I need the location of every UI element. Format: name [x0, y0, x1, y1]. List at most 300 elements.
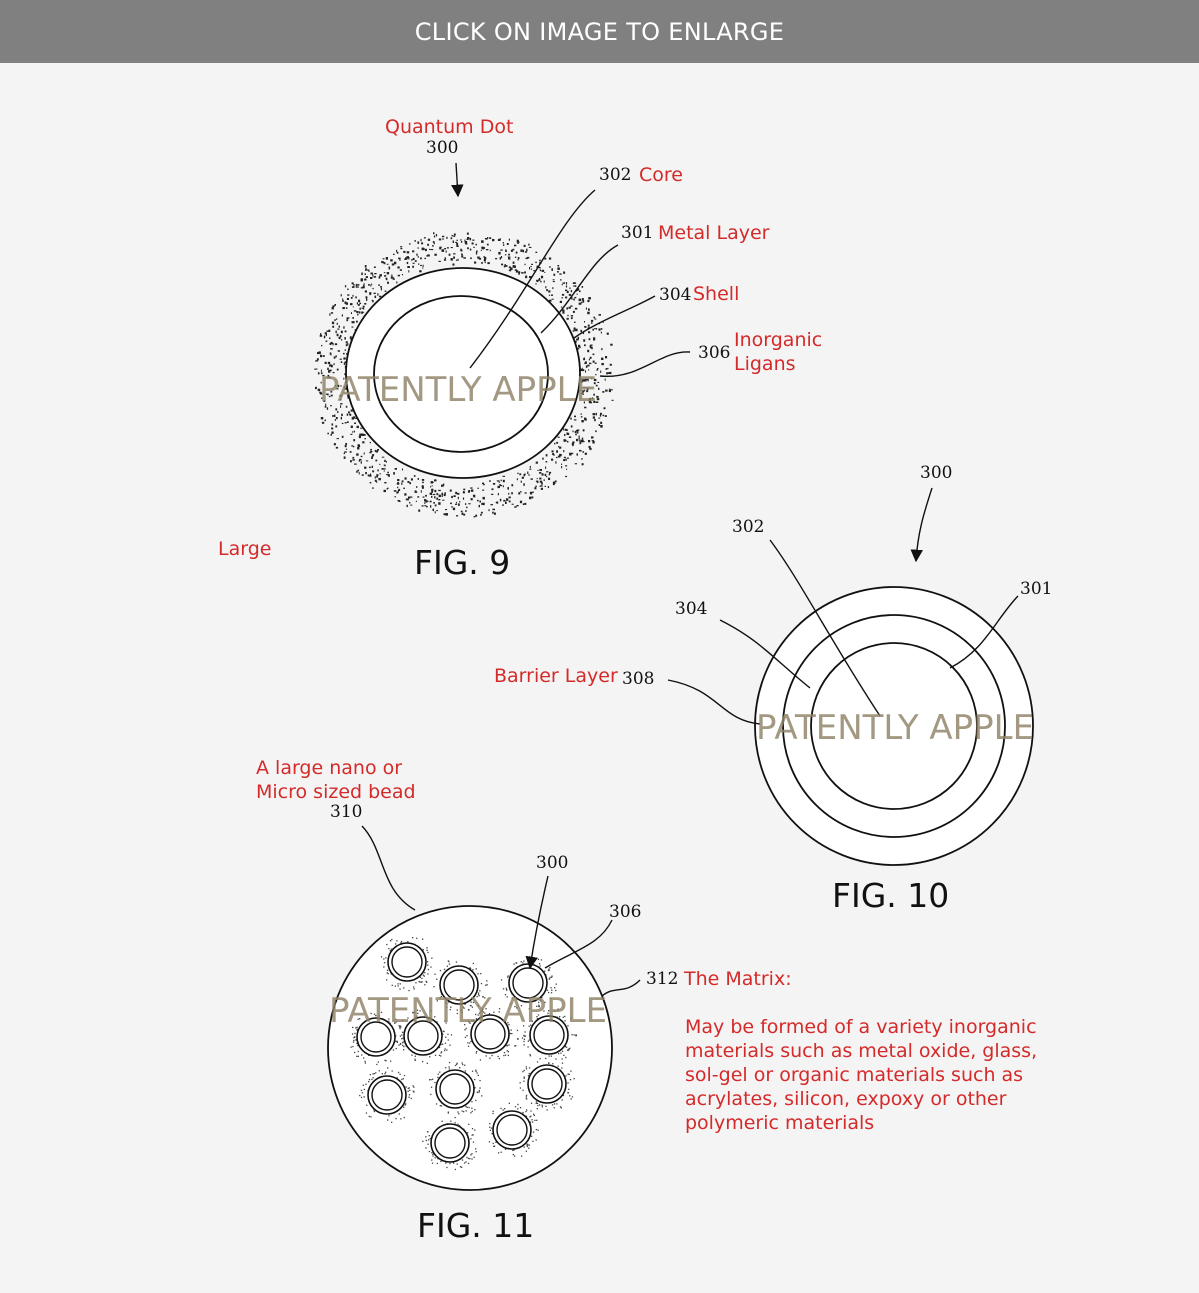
halo-dot	[455, 1122, 456, 1123]
ligand-dot	[581, 420, 583, 422]
ligand-dot	[410, 505, 412, 506]
halo-dot	[439, 1055, 440, 1056]
ligand-dot	[569, 307, 571, 309]
ligand-dot	[505, 254, 506, 255]
ligand-dot	[576, 329, 578, 332]
ligand-dot	[498, 493, 499, 495]
ligand-dot	[380, 286, 382, 288]
halo-dot	[474, 1129, 475, 1130]
ligand-dot	[480, 514, 482, 516]
ligand-dot	[499, 484, 500, 485]
halo-dot	[465, 1161, 466, 1162]
halo-dot	[490, 1130, 491, 1131]
halo-dot	[442, 1044, 443, 1045]
ligand-dot	[420, 257, 422, 259]
fig11-bead-label-1: A large nano or	[256, 757, 403, 779]
halo-dot	[526, 1109, 527, 1110]
ligand-dot	[365, 290, 367, 292]
halo-dot	[448, 1112, 449, 1113]
ligand-dot	[507, 243, 509, 245]
halo-dot	[409, 1087, 410, 1088]
halo-dot	[429, 1151, 430, 1152]
halo-dot	[361, 1054, 362, 1055]
ligand-dot	[432, 245, 434, 247]
ligand-dot	[463, 491, 465, 493]
ligand-dot	[601, 358, 603, 360]
ligand-dot	[353, 439, 355, 441]
fig11-leader-312	[602, 980, 640, 996]
ligand-dot	[562, 309, 564, 311]
ligand-dot	[573, 299, 575, 301]
ligand-dot	[600, 413, 602, 415]
ligand-dot	[587, 300, 589, 302]
ligand-dot	[586, 365, 588, 367]
ligand-dot	[553, 279, 555, 280]
halo-dot	[558, 1066, 559, 1067]
ligand-dot	[465, 510, 467, 512]
ligand-dot	[366, 276, 368, 278]
ligand-dot	[335, 343, 337, 345]
ligand-dot	[393, 472, 395, 475]
ligand-dot	[540, 485, 543, 486]
ligand-dot	[593, 337, 595, 339]
ligand-dot	[329, 313, 330, 315]
halo-dot	[492, 1113, 493, 1114]
halo-dot	[565, 1075, 566, 1076]
ligand-dot	[503, 244, 504, 246]
ligand-dot	[536, 462, 538, 464]
halo-dot	[354, 1052, 355, 1053]
halo-dot	[403, 1107, 404, 1108]
ligand-dot	[354, 310, 356, 311]
halo-dot	[527, 1046, 528, 1047]
ligand-dot	[467, 247, 469, 249]
halo-dot	[533, 1114, 534, 1115]
ligand-dot	[449, 254, 451, 256]
halo-dot	[365, 1084, 366, 1085]
ligand-dot	[433, 241, 435, 243]
halo-dot	[467, 1107, 468, 1108]
halo-dot	[441, 1105, 442, 1106]
halo-dot	[427, 973, 428, 974]
ligand-dot	[607, 333, 609, 335]
ligand-dot	[564, 440, 567, 441]
ligand-dot	[444, 513, 446, 515]
halo-dot	[505, 1149, 506, 1150]
ligand-dot	[445, 509, 447, 510]
ligand-dot	[561, 307, 562, 308]
ligand-dot	[506, 250, 507, 252]
ligand-dot	[358, 304, 360, 306]
ligand-dot	[494, 513, 496, 515]
ligand-dot	[593, 361, 595, 363]
halo-dot	[437, 1163, 438, 1164]
ligand-dot	[548, 486, 549, 488]
fig9-caption: FIG. 9	[414, 543, 511, 582]
ligand-dot	[417, 496, 419, 497]
ligand-dot	[565, 429, 567, 431]
ligand-dot	[461, 511, 463, 512]
halo-dot	[498, 1152, 499, 1153]
ligand-dot	[421, 239, 422, 242]
ligand-dot	[336, 318, 337, 320]
ligand-dot	[390, 259, 393, 261]
ligand-dot	[582, 298, 584, 300]
ligand-dot	[393, 254, 395, 255]
ligand-dot	[577, 453, 579, 455]
fig11-caption: FIG. 11	[417, 1206, 535, 1245]
halo-dot	[395, 1118, 396, 1119]
halo-dot	[536, 1129, 537, 1130]
ligand-dot	[515, 257, 516, 258]
ligand-dot	[326, 331, 328, 332]
ligand-dot	[539, 278, 540, 281]
ligand-dot	[572, 431, 573, 433]
ligand-dot	[364, 434, 366, 436]
ligand-dot	[356, 471, 358, 473]
halo-dot	[444, 1050, 445, 1051]
ligand-dot	[453, 495, 455, 497]
ligand-dot	[599, 424, 601, 426]
halo-dot	[486, 980, 487, 981]
ligand-dot	[479, 505, 480, 507]
ligand-dot	[539, 267, 541, 268]
ligand-dot	[565, 476, 567, 477]
halo-dot	[421, 978, 422, 979]
ligand-dot	[472, 242, 474, 244]
halo-dot	[540, 965, 541, 966]
halo-dot	[499, 1058, 500, 1059]
ligand-dot	[498, 239, 501, 241]
halo-dot	[506, 1045, 507, 1046]
ligand-dot	[600, 371, 601, 374]
ligand-dot	[418, 510, 420, 512]
ligand-dot	[340, 335, 342, 337]
halo-dot	[468, 1124, 469, 1125]
halo-dot	[427, 1131, 428, 1132]
ligand-dot	[368, 475, 370, 477]
halo-dot	[400, 1036, 401, 1037]
ligand-dot	[374, 293, 376, 294]
fig10-ref-301: 301	[1020, 579, 1053, 599]
ligand-dot	[542, 458, 543, 460]
halo-dot	[558, 1053, 559, 1054]
ligand-dot	[433, 232, 435, 234]
halo-dot	[363, 1085, 364, 1086]
ligand-dot	[577, 294, 578, 295]
halo-dot	[524, 1076, 525, 1077]
ligand-dot	[584, 321, 585, 323]
ligand-dot	[502, 504, 504, 506]
ligand-dot	[332, 326, 334, 328]
ligand-dot	[371, 456, 373, 459]
halo-dot	[422, 1141, 423, 1142]
halo-dot	[514, 1155, 515, 1156]
ligand-dot	[395, 496, 396, 497]
ligand-dot	[404, 493, 406, 495]
ligand-dot	[574, 322, 576, 323]
ligand-dot	[579, 291, 581, 293]
ligand-dot	[370, 442, 371, 443]
ligand-dot	[509, 239, 510, 241]
halo-dot	[449, 1045, 450, 1046]
ligand-dot	[387, 472, 389, 474]
halo-dot	[431, 1159, 432, 1160]
ligand-dot	[344, 456, 346, 459]
ligand-dot	[544, 479, 545, 481]
ligand-dot	[583, 451, 585, 453]
ligand-dot	[516, 270, 518, 272]
ligand-dot	[586, 308, 587, 310]
ligand-dot	[386, 474, 388, 475]
ligand-dot	[379, 296, 381, 298]
halo-dot	[508, 1044, 509, 1045]
ligand-dot	[456, 502, 457, 503]
ligand-dot	[338, 350, 340, 352]
ligand-dot	[359, 303, 361, 304]
ligand-dot	[545, 486, 547, 487]
ligand-dot	[331, 434, 332, 436]
halo-dot	[560, 1106, 561, 1107]
halo-dot	[445, 1043, 446, 1044]
ligand-dot	[451, 237, 453, 239]
halo-dot	[428, 1139, 429, 1140]
halo-dot	[479, 1090, 480, 1091]
ligand-dot	[352, 295, 353, 297]
ligand-dot	[384, 470, 385, 471]
ligand-dot	[560, 279, 562, 280]
ligand-dot	[371, 273, 373, 275]
ligand-dot	[463, 498, 464, 500]
halo-dot	[450, 1121, 451, 1122]
ligand-dot	[380, 473, 381, 474]
ligand-dot	[536, 481, 538, 482]
halo-dot	[537, 1108, 538, 1109]
ligand-dot	[375, 476, 376, 478]
ligand-dot	[358, 300, 360, 302]
ligand-dot	[596, 328, 597, 330]
halo-dot	[529, 956, 530, 957]
ligand-dot	[525, 264, 526, 265]
halo-dot	[545, 1058, 546, 1059]
halo-dot	[404, 1075, 405, 1076]
ligand-dot	[446, 237, 447, 239]
ligand-dot	[325, 362, 327, 364]
halo-dot	[563, 1055, 564, 1056]
ligand-dot	[476, 244, 478, 246]
quantum-dot-ring	[435, 1128, 465, 1158]
halo-dot	[399, 1074, 400, 1075]
ligand-dot	[384, 272, 386, 273]
halo-dot	[526, 1068, 527, 1069]
halo-dot	[449, 1062, 450, 1063]
halo-dot	[489, 1127, 490, 1128]
ligand-dot	[537, 478, 538, 479]
ligand-dot	[384, 460, 386, 462]
halo-dot	[435, 1157, 436, 1158]
ligand-dot	[579, 436, 580, 438]
ligand-dot	[530, 466, 531, 468]
ligand-dot	[552, 450, 554, 452]
ligand-dot	[491, 494, 493, 495]
halo-dot	[476, 1151, 477, 1152]
ligand-dot	[425, 249, 427, 251]
halo-dot	[361, 1090, 362, 1091]
ligand-dot	[447, 247, 449, 248]
halo-dot	[491, 1055, 492, 1056]
ligand-dot	[525, 473, 526, 475]
ligand-dot	[600, 425, 603, 428]
ligand-dot	[575, 285, 576, 287]
ligand-dot	[328, 362, 330, 364]
ligand-dot	[365, 278, 367, 279]
ligand-dot	[575, 431, 577, 433]
fig11-ref-300: 300	[536, 853, 569, 873]
halo-dot	[447, 966, 448, 967]
ligand-dot	[558, 437, 560, 438]
ligand-dot	[332, 307, 334, 310]
ligand-dot	[421, 490, 422, 493]
ligand-dot	[498, 252, 500, 255]
ligand-dot	[365, 265, 367, 268]
halo-dot	[477, 1072, 478, 1073]
ligand-dot	[565, 465, 567, 466]
ligand-dot	[341, 339, 342, 341]
ligand-dot	[344, 337, 346, 340]
enlarge-banner[interactable]: CLICK ON IMAGE TO ENLARGE	[0, 0, 1199, 63]
halo-dot	[447, 1034, 448, 1035]
ligand-dot	[424, 505, 426, 506]
ligand-dot	[423, 497, 425, 498]
ligand-dot	[415, 490, 417, 492]
fig9-arrow-300	[456, 163, 458, 196]
halo-dot	[392, 985, 393, 986]
ligand-dot	[408, 497, 410, 499]
ligand-dot	[477, 488, 478, 489]
ligand-dot	[564, 434, 565, 436]
halo-dot	[503, 988, 504, 989]
ligand-dot	[567, 441, 568, 443]
ligand-dot	[556, 450, 558, 452]
halo-dot	[431, 958, 432, 959]
ligand-dot	[451, 258, 453, 261]
ligand-dot	[372, 455, 374, 457]
ligand-dot	[518, 242, 519, 244]
ligand-dot	[397, 482, 399, 484]
ligand-dot	[345, 331, 347, 333]
ligand-dot	[456, 515, 458, 516]
ligand-dot	[362, 441, 364, 443]
ligand-dot	[425, 495, 427, 497]
ligand-dot	[397, 266, 399, 268]
halo-dot	[435, 1055, 436, 1056]
ligand-dot	[348, 411, 350, 413]
halo-dot	[522, 962, 523, 963]
fig11-matrix-label: The Matrix:	[684, 968, 792, 990]
halo-dot	[400, 1118, 401, 1119]
ligand-dot	[607, 368, 608, 369]
halo-dot	[568, 1089, 569, 1090]
ligand-dot	[320, 333, 321, 335]
halo-dot	[364, 1089, 365, 1090]
ligand-dot	[539, 472, 541, 474]
halo-dot	[448, 1066, 449, 1067]
halo-dot	[395, 943, 396, 944]
ligand-dot	[336, 355, 337, 357]
ligand-dot	[375, 450, 377, 452]
halo-dot	[422, 1061, 423, 1062]
ligand-dot	[320, 335, 322, 337]
ligand-dot	[539, 260, 541, 262]
halo-dot	[399, 988, 400, 989]
halo-dot	[411, 1098, 412, 1099]
halo-dot	[385, 957, 386, 958]
halo-dot	[402, 1045, 403, 1046]
ligand-dot	[593, 416, 595, 418]
quantum-dot-ring	[372, 1080, 402, 1110]
ligand-dot	[467, 237, 469, 239]
halo-dot	[472, 1134, 473, 1135]
halo-dot	[554, 1107, 555, 1108]
halo-dot	[462, 1110, 463, 1111]
ligand-dot	[569, 287, 570, 289]
halo-dot	[385, 1072, 386, 1073]
ligand-dot	[337, 329, 339, 330]
ligand-dot	[344, 453, 345, 454]
halo-dot	[526, 1096, 527, 1097]
ligand-dot	[456, 246, 458, 247]
halo-dot	[532, 1141, 533, 1142]
halo-dot	[521, 961, 522, 962]
halo-dot	[366, 1112, 367, 1113]
ligand-dot	[345, 285, 346, 287]
ligand-dot	[605, 390, 608, 392]
ligand-dot	[329, 365, 331, 367]
ligand-dot	[574, 297, 576, 298]
ligand-dot	[430, 505, 431, 508]
ligand-dot	[482, 490, 484, 491]
ligand-dot	[336, 331, 337, 334]
ligand-dot	[563, 272, 565, 274]
halo-dot	[411, 1055, 412, 1056]
ligand-dot	[579, 440, 580, 442]
halo-dot	[381, 956, 382, 957]
ligand-dot	[422, 268, 423, 269]
ligand-dot	[588, 297, 591, 300]
ligand-dot	[545, 286, 546, 288]
ligand-dot	[391, 276, 393, 279]
halo-dot	[527, 1145, 528, 1146]
ligand-dot	[412, 250, 414, 252]
halo-dot	[440, 970, 441, 971]
fig9-metal-label: Metal Layer	[658, 222, 770, 244]
ligand-dot	[407, 505, 408, 507]
halo-dot	[429, 1079, 430, 1080]
ligand-dot	[353, 286, 355, 288]
halo-dot	[520, 1082, 521, 1083]
fig11-ref-310: 310	[330, 802, 363, 822]
halo-dot	[571, 1098, 572, 1099]
halo-dot	[353, 1041, 354, 1042]
ligand-dot	[347, 421, 349, 423]
halo-dot	[552, 1104, 553, 1105]
halo-dot	[569, 1095, 570, 1096]
ligand-dot	[492, 512, 494, 514]
ligand-dot	[594, 328, 596, 329]
fig9-inorganic-label-1: Inorganic	[734, 329, 823, 351]
halo-dot	[472, 1071, 473, 1072]
ligand-dot	[391, 275, 393, 276]
